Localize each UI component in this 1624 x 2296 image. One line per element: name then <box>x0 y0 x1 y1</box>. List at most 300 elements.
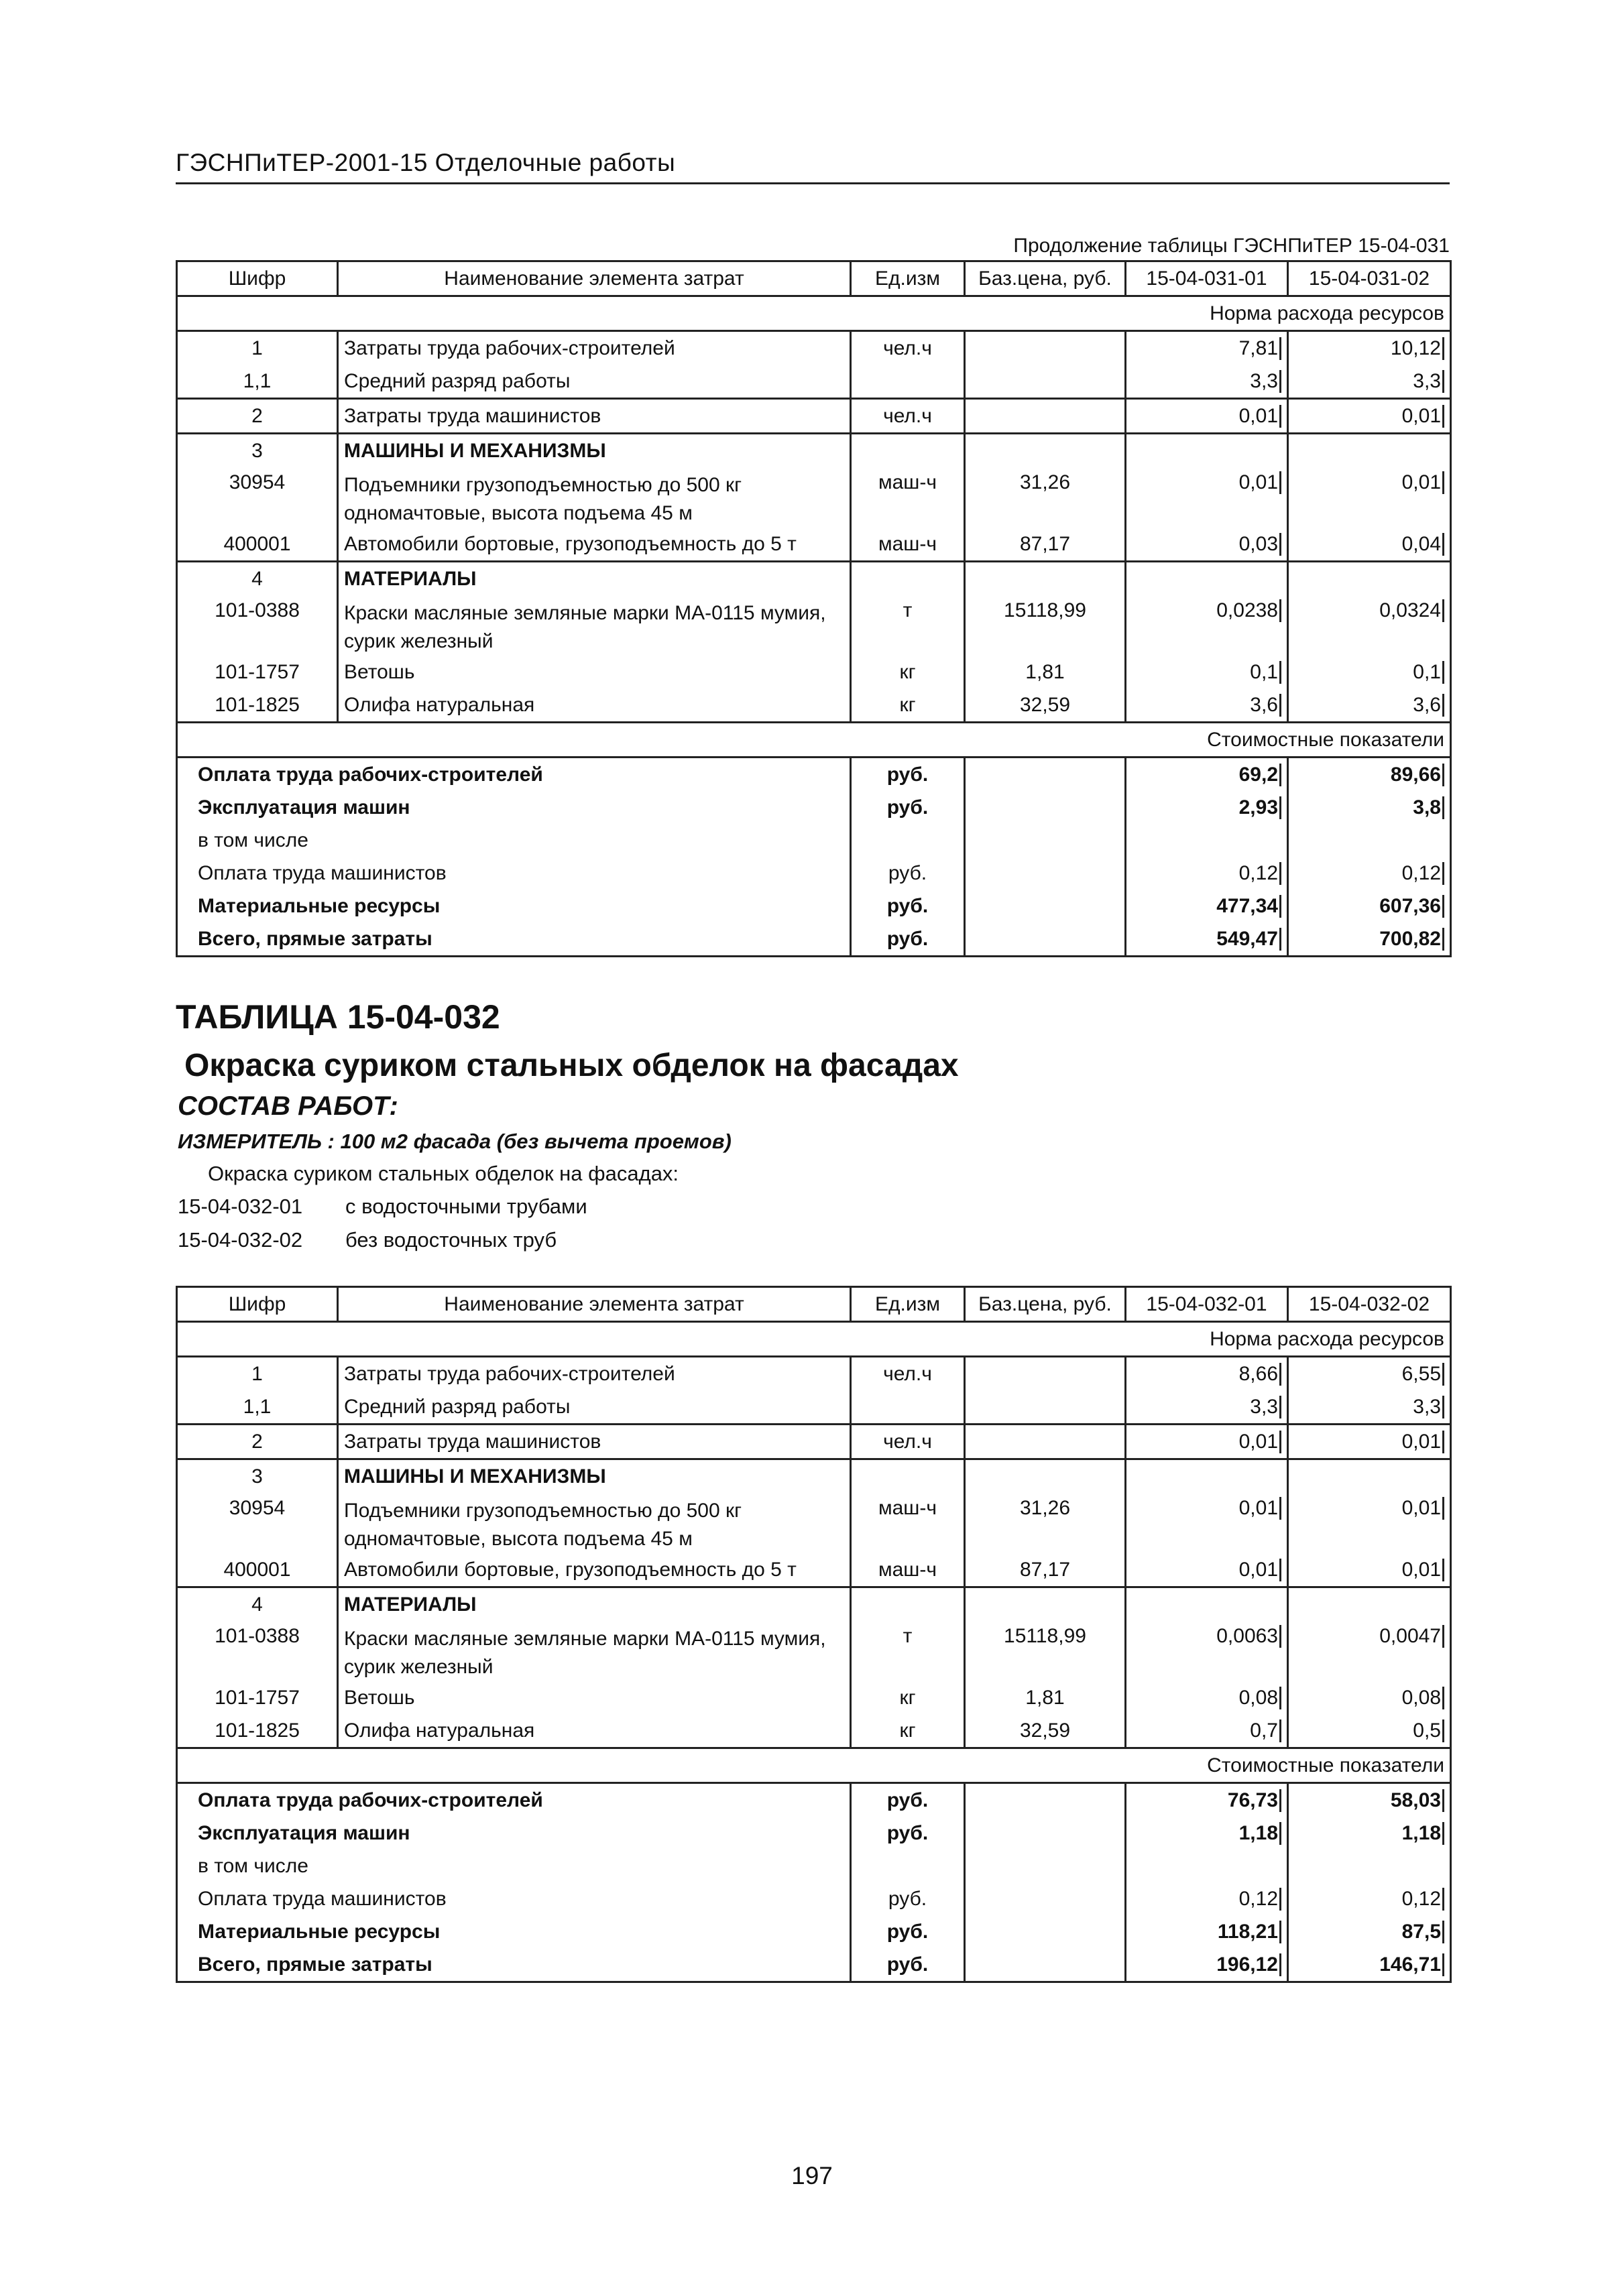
row-norm-1 <box>1126 1714 1288 1748</box>
item-code: 15-04-032-01 <box>178 1195 303 1218</box>
row-norm-1-value: 0,01 <box>1239 405 1281 428</box>
cost-empty <box>965 1948 1126 1982</box>
cost-unit: руб. <box>851 857 965 890</box>
table-row <box>177 467 1451 528</box>
cost-value-2-value: 89,66 <box>1391 764 1444 786</box>
cost-name: Эксплуатация машин <box>177 791 851 824</box>
row-price <box>965 1425 1126 1459</box>
header-row <box>177 261 1451 296</box>
cost-value-2 <box>1288 1817 1451 1850</box>
cost-value-1-value: 549,47 <box>1216 928 1281 951</box>
table-row <box>177 365 1451 399</box>
column-header: Ед.изм <box>851 1287 965 1322</box>
cost-value-1 <box>1126 1783 1288 1817</box>
row-norm-1 <box>1126 434 1288 468</box>
cost-unit <box>851 1850 965 1882</box>
row-name: Средний разряд работы <box>338 1390 851 1425</box>
row-norm-2 <box>1288 331 1451 365</box>
row-price: 31,26 <box>965 467 1126 528</box>
row-price: 31,26 <box>965 1493 1126 1553</box>
cost-value-2 <box>1288 824 1451 857</box>
row-norm-1-value: 0,01 <box>1239 1497 1281 1520</box>
row-price <box>965 1587 1126 1622</box>
cost-table-row <box>177 890 1451 922</box>
cost-value-1 <box>1126 1882 1288 1915</box>
cost-unit: руб. <box>851 1817 965 1850</box>
table2-item <box>178 1228 557 1252</box>
row-price <box>965 562 1126 596</box>
header-rule <box>176 182 1450 184</box>
cost-table-row <box>177 824 1451 857</box>
row-norm-2-value: 0,01 <box>1402 1431 1444 1453</box>
row-name: Краски масляные земляные марки МА-0115 мумия, сурик железный <box>338 1621 851 1681</box>
row-norm-2-value: 0,01 <box>1402 405 1444 428</box>
row-norm-1 <box>1126 1425 1288 1459</box>
row-unit: маш-ч <box>851 1493 965 1553</box>
cost-value-1 <box>1126 791 1288 824</box>
cost-empty <box>965 922 1126 957</box>
row-norm-2-value: 0,0047 <box>1379 1625 1444 1648</box>
row-price <box>965 399 1126 434</box>
cost-row <box>177 1748 1451 1783</box>
row-norm-2 <box>1288 528 1451 562</box>
row-unit: кг <box>851 656 965 688</box>
column-header: 15-04-031-02 <box>1288 261 1451 296</box>
item-text: с водосточными трубами <box>345 1195 587 1218</box>
row-code: 30954 <box>177 1493 338 1553</box>
row-norm-2 <box>1288 562 1451 596</box>
cost-value-1 <box>1126 1915 1288 1948</box>
cost-name: Оплата труда машинистов <box>177 857 851 890</box>
row-norm-2 <box>1288 688 1451 723</box>
cost-value-1-value: 0,12 <box>1239 862 1281 885</box>
row-norm-1-value: 8,66 <box>1239 1363 1281 1386</box>
row-norm-1 <box>1126 688 1288 723</box>
column-header: Баз.цена, руб. <box>965 261 1126 296</box>
row-norm-1-value: 0,08 <box>1239 1687 1281 1709</box>
cost-empty <box>965 890 1126 922</box>
table2-measure: ИЗМЕРИТЕЛЬ : 100 м2 фасада (без вычета проемов) <box>178 1130 732 1153</box>
cost-empty <box>965 1783 1126 1817</box>
row-norm-1 <box>1126 528 1288 562</box>
cost-cell <box>177 1748 1451 1783</box>
row-norm-1-value: 3,6 <box>1250 694 1281 717</box>
row-norm-2 <box>1288 434 1451 468</box>
row-norm-2 <box>1288 1714 1451 1748</box>
row-name: Ветошь <box>338 1681 851 1714</box>
column-header: 15-04-032-02 <box>1288 1287 1451 1322</box>
row-unit <box>851 1459 965 1494</box>
row-norm-1 <box>1126 562 1288 596</box>
row-price <box>965 1357 1126 1391</box>
row-code: 101-1825 <box>177 1714 338 1748</box>
row-norm-2 <box>1288 1621 1451 1681</box>
table-row <box>177 562 1451 596</box>
row-norm-1-value: 3,3 <box>1250 1396 1281 1418</box>
cost-label: Стоимостные показатели <box>1207 1754 1444 1776</box>
cost-value-2 <box>1288 1948 1451 1982</box>
row-norm-1 <box>1126 467 1288 528</box>
cost-value-1-value: 76,73 <box>1228 1789 1281 1812</box>
row-unit: маш-ч <box>851 528 965 562</box>
cost-value-2 <box>1288 1882 1451 1915</box>
cost-value-1 <box>1126 857 1288 890</box>
row-norm-1-value: 0,01 <box>1239 1559 1281 1581</box>
row-name: Затраты труда машинистов <box>338 399 851 434</box>
cost-name: в том числе <box>177 824 851 857</box>
row-name: МАТЕРИАЛЫ <box>338 1587 851 1622</box>
table-row <box>177 1425 1451 1459</box>
cost-table-row <box>177 1783 1451 1817</box>
row-name: Краски масляные земляные марки МА-0115 мумия, сурик железный <box>338 595 851 656</box>
row-norm-2-value: 6,55 <box>1402 1363 1444 1386</box>
row-name: МАШИНЫ И МЕХАНИЗМЫ <box>338 434 851 468</box>
cost-empty <box>965 857 1126 890</box>
cost-value-2 <box>1288 922 1451 957</box>
row-norm-2 <box>1288 595 1451 656</box>
row-norm-1-value: 0,03 <box>1239 533 1281 556</box>
row-norm-1-value: 3,3 <box>1250 370 1281 393</box>
row-norm-1 <box>1126 656 1288 688</box>
column-header: Ед.изм <box>851 261 965 296</box>
row-norm-2-value: 3,3 <box>1413 1396 1444 1418</box>
row-code: 400001 <box>177 528 338 562</box>
cost-value-1-value: 69,2 <box>1239 764 1281 786</box>
cost-value-1 <box>1126 758 1288 792</box>
row-norm-2 <box>1288 1493 1451 1553</box>
row-unit: т <box>851 595 965 656</box>
table-row <box>177 1714 1451 1748</box>
row-unit: чел.ч <box>851 399 965 434</box>
row-norm-1 <box>1126 1390 1288 1425</box>
table-row <box>177 656 1451 688</box>
row-code: 2 <box>177 1425 338 1459</box>
column-header: 15-04-031-01 <box>1126 261 1288 296</box>
table2-subtitle: Окраска суриком стальных обделок на фасадах <box>184 1048 959 1083</box>
cost-table-row <box>177 758 1451 792</box>
cost-value-1 <box>1126 1817 1288 1850</box>
cost-value-2-value: 700,82 <box>1379 928 1444 951</box>
cost-empty <box>965 1882 1126 1915</box>
header-row <box>177 1287 1451 1322</box>
cost-table-row <box>177 1948 1451 1982</box>
norm-row <box>177 296 1451 331</box>
table-row <box>177 528 1451 562</box>
row-name: Подъемники грузоподъемностью до 500 кг одномачтовые, высота подъема 45 м <box>338 467 851 528</box>
row-norm-1 <box>1126 1493 1288 1553</box>
cost-unit <box>851 824 965 857</box>
cost-value-2 <box>1288 857 1451 890</box>
norm-label: Норма расхода ресурсов <box>1210 1327 1444 1350</box>
cost-value-1 <box>1126 922 1288 957</box>
row-norm-2 <box>1288 399 1451 434</box>
cost-name: Всего, прямые затраты <box>177 922 851 957</box>
table-row <box>177 399 1451 434</box>
norm-row <box>177 1322 1451 1357</box>
table-row <box>177 1621 1451 1681</box>
row-price: 1,81 <box>965 1681 1126 1714</box>
row-code: 101-1757 <box>177 1681 338 1714</box>
header-title: ГЭСНПиТЕР-2001-15 Отделочные работы <box>176 149 676 176</box>
cost-table-row <box>177 1915 1451 1948</box>
cost-value-1 <box>1126 824 1288 857</box>
cost-name: Всего, прямые затраты <box>177 1948 851 1982</box>
cost-name: Оплата труда машинистов <box>177 1882 851 1915</box>
cost-value-2 <box>1288 1783 1451 1817</box>
table1-continuation: Продолжение таблицы ГЭСНПиТЕР 15-04-031 <box>1013 235 1450 257</box>
row-norm-2 <box>1288 1425 1451 1459</box>
table-row <box>177 1681 1451 1714</box>
row-unit: т <box>851 1621 965 1681</box>
table-row <box>177 595 1451 656</box>
cost-value-2-value: 607,36 <box>1379 895 1444 918</box>
cost-table-row <box>177 1817 1451 1850</box>
row-code: 4 <box>177 562 338 596</box>
table1-body <box>177 261 1451 957</box>
row-norm-2 <box>1288 656 1451 688</box>
row-norm-2 <box>1288 1357 1451 1391</box>
running-header <box>176 149 1450 177</box>
cost-unit: руб. <box>851 1783 965 1817</box>
cost-value-1-value: 1,18 <box>1239 1822 1281 1845</box>
row-norm-2 <box>1288 1553 1451 1587</box>
row-norm-1-value: 0,01 <box>1239 1431 1281 1453</box>
column-header: Шифр <box>177 1287 338 1322</box>
row-norm-2-value: 3,3 <box>1413 370 1444 393</box>
row-norm-1 <box>1126 1357 1288 1391</box>
row-code: 101-1757 <box>177 656 338 688</box>
cost-table-row <box>177 1850 1451 1882</box>
cost-value-2-value: 3,8 <box>1413 796 1444 819</box>
row-norm-2-value: 10,12 <box>1391 337 1444 360</box>
row-code: 3 <box>177 434 338 468</box>
cost-value-2-value: 87,5 <box>1402 1921 1444 1943</box>
cost-unit: руб. <box>851 1915 965 1948</box>
row-norm-1-value: 0,01 <box>1239 471 1281 494</box>
table-row <box>177 434 1451 468</box>
row-name: Затраты труда рабочих-строителей <box>338 331 851 365</box>
norm-label: Норма расхода ресурсов <box>1210 302 1444 324</box>
table2-title: ТАБЛИЦА 15-04-032 <box>176 998 500 1036</box>
row-price: 32,59 <box>965 1714 1126 1748</box>
row-norm-1 <box>1126 1621 1288 1681</box>
row-norm-2-value: 0,01 <box>1402 1497 1444 1520</box>
cost-value-1 <box>1126 890 1288 922</box>
table-row <box>177 1459 1451 1494</box>
row-price <box>965 365 1126 399</box>
row-norm-1-value: 0,0063 <box>1216 1625 1281 1648</box>
row-norm-1 <box>1126 1587 1288 1622</box>
cost-unit: руб. <box>851 791 965 824</box>
cost-value-2 <box>1288 890 1451 922</box>
cost-value-2 <box>1288 791 1451 824</box>
column-header: Наименование элемента затрат <box>338 1287 851 1322</box>
cost-name: Эксплуатация машин <box>177 1817 851 1850</box>
row-norm-1-value: 0,0238 <box>1216 599 1281 622</box>
table2-resources <box>176 1286 1452 1983</box>
row-unit: маш-ч <box>851 1553 965 1587</box>
norm-cell <box>177 1322 1451 1357</box>
row-norm-2 <box>1288 1681 1451 1714</box>
table2-sostav: СОСТАВ РАБОТ: <box>178 1091 398 1121</box>
row-name: Средний разряд работы <box>338 365 851 399</box>
row-name: Автомобили бортовые, грузоподъемность до 5 т <box>338 1553 851 1587</box>
row-norm-2 <box>1288 1587 1451 1622</box>
row-unit: кг <box>851 688 965 723</box>
row-price: 32,59 <box>965 688 1126 723</box>
row-code: 1,1 <box>177 1390 338 1425</box>
table-row <box>177 1553 1451 1587</box>
row-name: Ветошь <box>338 656 851 688</box>
row-unit: кг <box>851 1681 965 1714</box>
table1-resources <box>176 260 1452 957</box>
row-code: 4 <box>177 1587 338 1622</box>
cost-empty <box>965 824 1126 857</box>
row-norm-1 <box>1126 365 1288 399</box>
table-row <box>177 1493 1451 1553</box>
cost-unit: руб. <box>851 1948 965 1982</box>
cost-name: Оплата труда рабочих-строителей <box>177 758 851 792</box>
row-code: 400001 <box>177 1553 338 1587</box>
row-name: Олифа натуральная <box>338 1714 851 1748</box>
row-norm-1 <box>1126 1459 1288 1494</box>
cost-empty <box>965 791 1126 824</box>
cost-name: Материальные ресурсы <box>177 890 851 922</box>
row-norm-2-value: 0,0324 <box>1379 599 1444 622</box>
row-price: 87,17 <box>965 528 1126 562</box>
cost-value-1-value: 477,34 <box>1216 895 1281 918</box>
row-unit <box>851 562 965 596</box>
row-code: 101-1825 <box>177 688 338 723</box>
row-norm-2 <box>1288 1390 1451 1425</box>
row-norm-2-value: 3,6 <box>1413 694 1444 717</box>
row-price <box>965 1459 1126 1494</box>
cost-value-1-value: 118,21 <box>1218 1921 1281 1943</box>
page-number: 197 <box>791 2162 833 2189</box>
cost-value-2-value: 146,71 <box>1379 1953 1444 1976</box>
row-unit <box>851 1587 965 1622</box>
row-name: Затраты труда рабочих-строителей <box>338 1357 851 1391</box>
row-norm-1-value: 7,81 <box>1239 337 1281 360</box>
cost-empty <box>965 1915 1126 1948</box>
table-row <box>177 688 1451 723</box>
row-norm-2-value: 0,08 <box>1402 1687 1444 1709</box>
row-norm-2 <box>1288 1459 1451 1494</box>
norm-cell <box>177 296 1451 331</box>
row-unit: чел.ч <box>851 1425 965 1459</box>
row-price <box>965 1390 1126 1425</box>
row-name: Олифа натуральная <box>338 688 851 723</box>
row-name: Автомобили бортовые, грузоподъемность до 5 т <box>338 528 851 562</box>
cost-value-2-value: 0,12 <box>1402 1888 1444 1911</box>
table-row <box>177 1390 1451 1425</box>
row-code: 1 <box>177 1357 338 1391</box>
table-row <box>177 331 1451 365</box>
row-norm-1-value: 0,7 <box>1250 1719 1281 1742</box>
cost-unit: руб. <box>851 922 965 957</box>
row-norm-2-value: 0,04 <box>1402 533 1444 556</box>
row-norm-2-value: 0,1 <box>1413 661 1444 684</box>
row-norm-1 <box>1126 595 1288 656</box>
cost-value-1-value: 196,12 <box>1216 1953 1281 1976</box>
item-text: без водосточных труб <box>345 1228 557 1252</box>
row-code: 3 <box>177 1459 338 1494</box>
row-unit: чел.ч <box>851 331 965 365</box>
row-unit <box>851 434 965 468</box>
column-header: Наименование элемента затрат <box>338 261 851 296</box>
row-norm-2-value: 0,5 <box>1413 1719 1444 1742</box>
cost-value-1-value: 2,93 <box>1239 796 1281 819</box>
row-code: 2 <box>177 399 338 434</box>
cost-table-row <box>177 922 1451 957</box>
cost-value-1-value: 0,12 <box>1239 1888 1281 1911</box>
row-norm-2-value: 0,01 <box>1402 1559 1444 1581</box>
row-norm-1 <box>1126 399 1288 434</box>
cost-name: Оплата труда рабочих-строителей <box>177 1783 851 1817</box>
cost-table-row <box>177 791 1451 824</box>
row-norm-1 <box>1126 331 1288 365</box>
column-header: Баз.цена, руб. <box>965 1287 1126 1322</box>
row-price: 1,81 <box>965 656 1126 688</box>
cost-value-2 <box>1288 1915 1451 1948</box>
row-unit <box>851 1390 965 1425</box>
cost-empty <box>965 758 1126 792</box>
cost-label: Стоимостные показатели <box>1207 728 1444 751</box>
row-price: 15118,99 <box>965 1621 1126 1681</box>
row-price: 87,17 <box>965 1553 1126 1587</box>
row-unit: маш-ч <box>851 467 965 528</box>
cost-table-row <box>177 1882 1451 1915</box>
row-code: 101-0388 <box>177 595 338 656</box>
cost-row <box>177 723 1451 758</box>
row-price: 15118,99 <box>965 595 1126 656</box>
cost-unit: руб. <box>851 758 965 792</box>
row-code: 101-0388 <box>177 1621 338 1681</box>
cost-value-2-value: 1,18 <box>1402 1822 1444 1845</box>
cost-value-2-value: 0,12 <box>1402 862 1444 885</box>
row-norm-1 <box>1126 1681 1288 1714</box>
cost-cell <box>177 723 1451 758</box>
cost-name: Материальные ресурсы <box>177 1915 851 1948</box>
cost-value-2-value: 58,03 <box>1391 1789 1444 1812</box>
table2-item <box>178 1195 587 1219</box>
row-name: Подъемники грузоподъемностью до 500 кг одномачтовые, высота подъема 45 м <box>338 1493 851 1553</box>
row-code: 1,1 <box>177 365 338 399</box>
column-header: Шифр <box>177 261 338 296</box>
cost-table-row <box>177 857 1451 890</box>
row-norm-2-value: 0,01 <box>1402 471 1444 494</box>
cost-value-2 <box>1288 1850 1451 1882</box>
table-row <box>177 1357 1451 1391</box>
cost-unit: руб. <box>851 890 965 922</box>
cost-value-2 <box>1288 758 1451 792</box>
row-name: Затраты труда машинистов <box>338 1425 851 1459</box>
table2-body <box>177 1287 1451 1982</box>
table-row <box>177 1587 1451 1622</box>
row-code: 30954 <box>177 467 338 528</box>
row-price <box>965 434 1126 468</box>
table2-description: Окраска суриком стальных обделок на фасадах: <box>208 1162 679 1185</box>
cost-empty <box>965 1850 1126 1882</box>
cost-unit: руб. <box>851 1882 965 1915</box>
row-norm-2 <box>1288 365 1451 399</box>
row-name: МАТЕРИАЛЫ <box>338 562 851 596</box>
column-header: 15-04-032-01 <box>1126 1287 1288 1322</box>
row-name: МАШИНЫ И МЕХАНИЗМЫ <box>338 1459 851 1494</box>
row-code: 1 <box>177 331 338 365</box>
row-unit: чел.ч <box>851 1357 965 1391</box>
row-price <box>965 331 1126 365</box>
